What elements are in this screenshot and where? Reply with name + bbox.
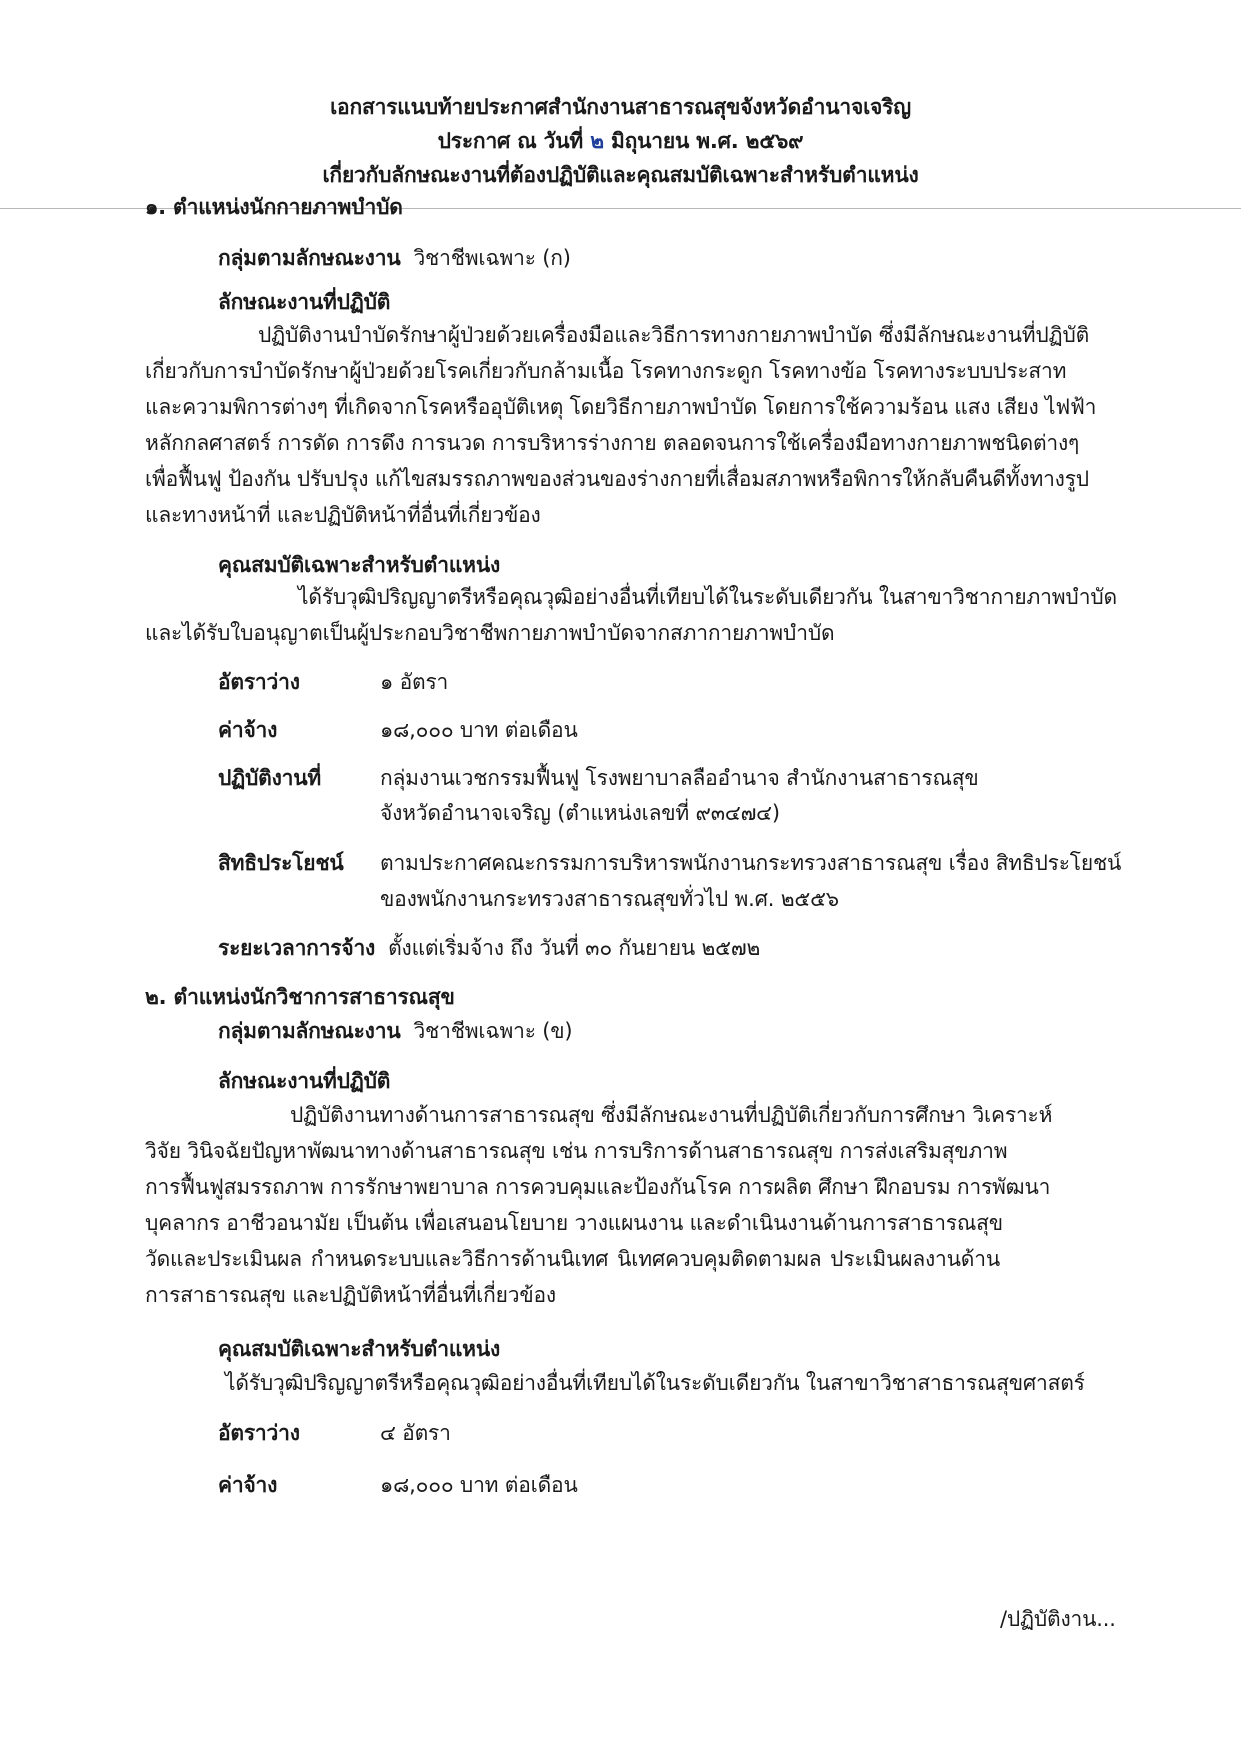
header-line-1: เอกสารแนบท้ายประกาศสำนักงานสาธารณสุขจังหวัดอำนาจเจริญ <box>330 95 911 119</box>
position-1-duties-line: เกี่ยวกับการบำบัดรักษาผู้ป่วยด้วยโรคเกี่ยวกับกล้ามเนื้อ โรคทางกระดูก โรคทางข้อ โรคทางระบบประสาท <box>145 359 1067 383</box>
position-2-group-label: กลุ่มตามลักษณะงาน <box>218 1019 401 1043</box>
position-1-qual-heading: คุณสมบัติเฉพาะสำหรับตำแหน่ง <box>218 553 501 577</box>
position-1-workplace-line: จังหวัดอำนาจเจริญ (ตำแหน่งเลขที่ ๙๓๔๗๔) <box>380 801 780 825</box>
position-1-duties-line: และความพิการต่างๆ ที่เกิดจากโรคหรืออุบัติเหตุ โดยวิธีกายภาพบำบัด โดยการใช้ความร้อน แสง เสียง ไฟฟ้า <box>145 395 1097 419</box>
header-line-3: เกี่ยวกับลักษณะงานที่ต้องปฏิบัติและคุณสมบัติเฉพาะสำหรับตำแหน่ง <box>322 163 919 187</box>
position-1-duties-heading: ลักษณะงานที่ปฏิบัติ <box>218 290 391 314</box>
position-1-group-value: วิชาชีพเฉพาะ (ก) <box>413 246 571 270</box>
position-2-vacancy-label: อัตราว่าง <box>218 1421 300 1445</box>
position-2-group <box>218 1016 572 1046</box>
position-1-workplace-label: ปฏิบัติงานที่ <box>218 766 322 790</box>
position-1-duties-line: หลักกลศาสตร์ การดัด การดึง การนวด การบริหารร่างกาย ตลอดจนการใช้เครื่องมือทางกายภาพชนิดต่างๆ <box>145 431 1080 455</box>
continuation-marker: /ปฏิบัติงาน... <box>1000 1607 1116 1631</box>
position-2-duties-line: การสาธารณสุข และปฏิบัติหน้าที่อื่นที่เกี่ยวข้อง <box>145 1283 556 1307</box>
position-2-wage-value: ๑๘,๐๐๐ บาท ต่อเดือน <box>380 1473 578 1497</box>
position-1-period <box>218 933 760 963</box>
position-2-duties-line: การฟื้นฟูสมรรถภาพ การรักษาพยาบาล การควบคุมและป้องกันโรค การผลิต ศึกษา ฝึกอบรม การพัฒนา <box>145 1175 1051 1199</box>
position-1-wage-label: ค่าจ้าง <box>218 718 278 742</box>
position-1-workplace-line: กลุ่มงานเวชกรรมฟื้นฟู โรงพยาบาลลืออำนาจ สำนักงานสาธารณสุข <box>380 766 979 790</box>
position-1-duties-line: และทางหน้าที่ และปฏิบัติหน้าที่อื่นที่เกี่ยวข้อง <box>145 503 541 527</box>
position-1-qual-line: ได้รับวุฒิปริญญาตรีหรือคุณวุฒิอย่างอื่นที่เทียบได้ในระดับเดียวกัน ในสาขาวิชากายภาพบำบัด <box>298 585 1117 609</box>
position-2-duties-line: ปฏิบัติงานทางด้านการสาธารณสุข ซึ่งมีลักษณะงานที่ปฏิบัติเกี่ยวกับการศึกษา วิเคราะห์ <box>290 1103 1053 1127</box>
position-2-qual-heading: คุณสมบัติเฉพาะสำหรับตำแหน่ง <box>218 1337 501 1361</box>
header-date-suffix: มิถุนายน พ.ศ. ๒๕๖๙ <box>610 129 804 153</box>
position-1-group-label: กลุ่มตามลักษณะงาน <box>218 246 401 270</box>
position-1-benefit-line: ของพนักงานกระทรวงสาธารณสุขทั่วไป พ.ศ. ๒๕๕๖ <box>380 887 839 911</box>
position-1-period-value: ตั้งแต่เริ่มจ้าง ถึง วันที่ ๓๐ กันยายน ๒๕๗๒ <box>388 936 761 960</box>
position-1-group <box>218 243 571 273</box>
position-2-duties-line: วัดและประเมินผล กำหนดระบบและวิธีการด้านนิเทศ นิเทศควบคุมติดตามผล ประเมินผลงานด้าน <box>145 1247 1000 1271</box>
position-2-group-value: วิชาชีพเฉพาะ (ข) <box>413 1019 573 1043</box>
position-1-vacancy-label: อัตราว่าง <box>218 670 300 694</box>
position-1-duties-line: เพื่อฟื้นฟู ป้องกัน ปรับปรุง แก้ไขสมรรถภาพของส่วนของร่างกายที่เสื่อมสภาพหรือพิการให้กลับคืนดีทั้งทางรูป <box>145 467 1089 491</box>
position-1-qual-line: และได้รับใบอนุญาตเป็นผู้ประกอบวิชาชีพกายภาพบำบัดจากสภากายภาพบำบัด <box>145 621 835 645</box>
position-2-qual-line: ได้รับวุฒิปริญญาตรีหรือคุณวุฒิอย่างอื่นที่เทียบได้ในระดับเดียวกัน ในสาขาวิชาสาธารณสุขศาสตร์ <box>225 1371 1085 1395</box>
position-1-period-label: ระยะเวลาการจ้าง <box>218 936 376 960</box>
position-2-duties-line: วิจัย วินิจฉัยปัญหาพัฒนาทางด้านสาธารณสุข เช่น การบริการด้านสาธารณสุข การส่งเสริมสุขภาพ <box>145 1139 1008 1163</box>
position-1-duties-line: ปฏิบัติงานบำบัดรักษาผู้ป่วยด้วยเครื่องมือและวิธีการทางกายภาพบำบัด ซึ่งมีลักษณะงานที่ปฏิบัติ <box>258 323 1090 347</box>
position-2-vacancy-value: ๔ อัตรา <box>380 1421 451 1445</box>
position-2-title: ๒. ตำแหน่งนักวิชาการสาธารณสุข <box>145 985 455 1009</box>
position-1-benefit-label: สิทธิประโยชน์ <box>218 851 344 875</box>
position-1-benefit-line: ตามประกาศคณะกรรมการบริหารพนักงานกระทรวงสาธารณสุข เรื่อง สิทธิประโยชน์ <box>380 851 1122 875</box>
position-1-title: ๑. ตำแหน่งนักกายภาพบำบัด <box>145 195 403 219</box>
header-date-prefix: ประกาศ ณ วันที่ <box>437 129 584 153</box>
header-line-2 <box>0 126 1241 156</box>
position-2-wage-label: ค่าจ้าง <box>218 1473 278 1497</box>
position-1-vacancy-value: ๑ อัตรา <box>380 670 449 694</box>
position-2-duties-heading: ลักษณะงานที่ปฏิบัติ <box>218 1069 391 1093</box>
position-2-duties-line: บุคลากร อาชีวอนามัย เป็นต้น เพื่อเสนอนโยบาย วางแผนงาน และดำเนินงานด้านการสาธารณสุข <box>145 1211 1003 1235</box>
position-1-wage-value: ๑๘,๐๐๐ บาท ต่อเดือน <box>380 718 578 742</box>
header-date-day: ๒ <box>590 129 604 153</box>
